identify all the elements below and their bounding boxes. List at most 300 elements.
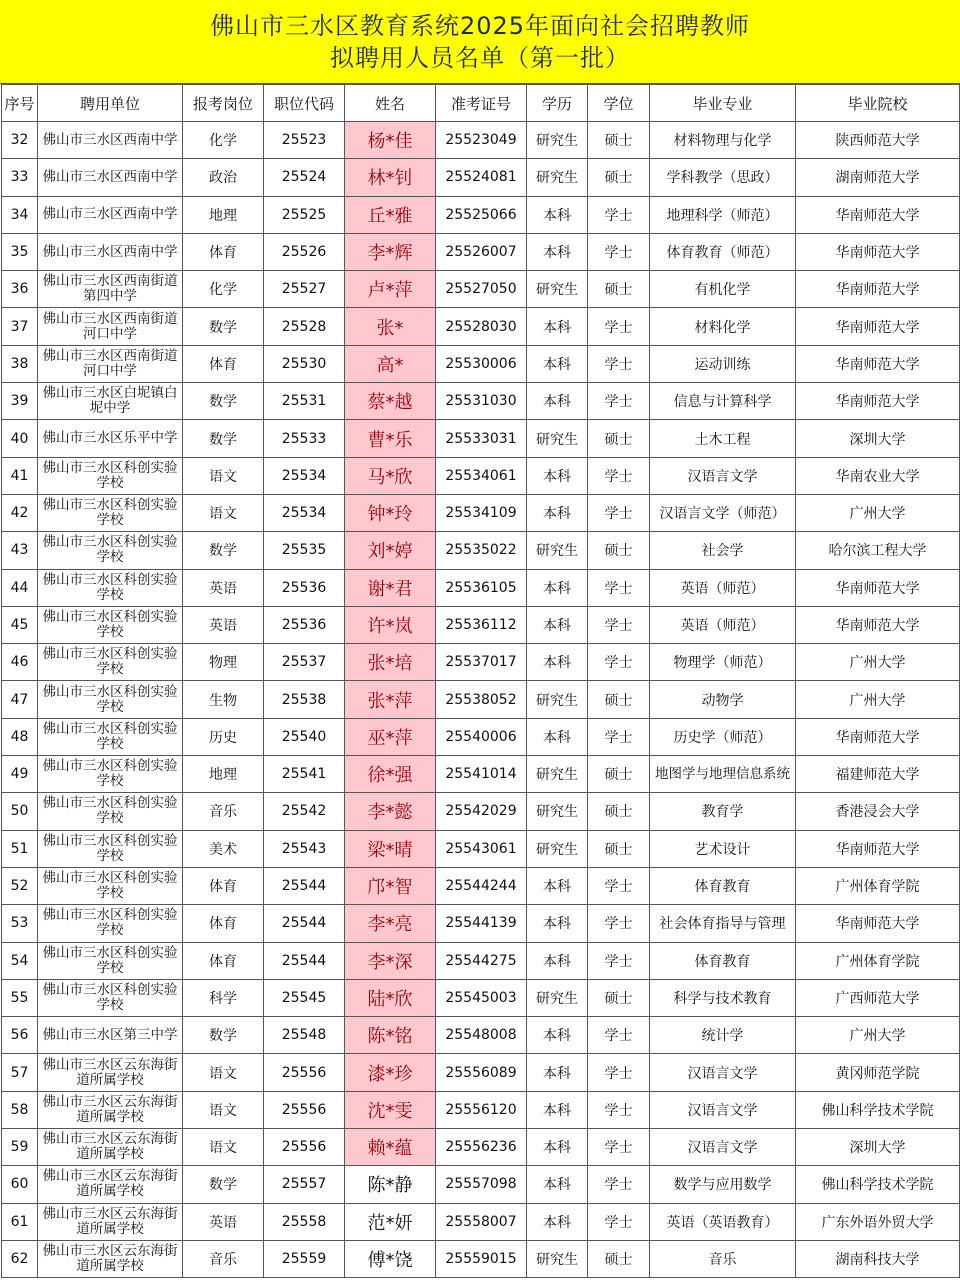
graduate-school: 哈尔滨工程大学 xyxy=(796,532,960,569)
row-number: 48 xyxy=(2,718,38,755)
position-code: 25536 xyxy=(264,606,345,643)
major: 社会学 xyxy=(650,532,796,569)
candidate-name: 李*辉 xyxy=(345,233,436,270)
row-number: 57 xyxy=(2,1054,38,1091)
position-code: 25544 xyxy=(264,867,345,904)
position-code: 25543 xyxy=(264,830,345,867)
employer-unit: 佛山市三水区科创实验学校 xyxy=(38,867,183,904)
column-header: 聘用单位 xyxy=(38,85,183,122)
degree: 学士 xyxy=(588,1091,650,1128)
major: 英语（英语教育） xyxy=(650,1203,796,1240)
exam-number: 25544275 xyxy=(436,942,527,979)
graduate-school: 广东外语外贸大学 xyxy=(796,1203,960,1240)
title-line-1: 佛山市三水区教育系统2025年面向社会招聘教师 xyxy=(209,11,751,40)
post: 政治 xyxy=(183,159,264,196)
table-row xyxy=(2,1240,960,1277)
post: 音乐 xyxy=(183,1240,264,1277)
degree: 学士 xyxy=(588,606,650,643)
table-row xyxy=(2,718,960,755)
degree: 学士 xyxy=(588,233,650,270)
position-code: 25527 xyxy=(264,271,345,308)
major: 历史学（师范） xyxy=(650,718,796,755)
degree: 学士 xyxy=(588,718,650,755)
exam-number: 25557098 xyxy=(436,1166,527,1203)
column-header: 序号 xyxy=(2,85,38,122)
exam-number: 25528030 xyxy=(436,308,527,345)
degree: 硕士 xyxy=(588,159,650,196)
graduate-school: 华南师范大学 xyxy=(796,271,960,308)
graduate-school: 佛山科学技术学院 xyxy=(796,1091,960,1128)
exam-number: 25536112 xyxy=(436,606,527,643)
candidate-name: 陆*欣 xyxy=(345,979,436,1016)
post: 语文 xyxy=(183,1091,264,1128)
education: 本科 xyxy=(527,345,588,382)
exam-number: 25559015 xyxy=(436,1240,527,1277)
graduate-school: 华南师范大学 xyxy=(796,383,960,420)
education: 研究生 xyxy=(527,532,588,569)
row-number: 50 xyxy=(2,793,38,830)
candidate-name: 邝*智 xyxy=(345,867,436,904)
employer-unit: 佛山市三水区云东海街道所属学校 xyxy=(38,1166,183,1203)
row-number: 35 xyxy=(2,233,38,270)
position-code: 25542 xyxy=(264,793,345,830)
position-code: 25531 xyxy=(264,383,345,420)
table-row xyxy=(2,345,960,382)
exam-number: 25531030 xyxy=(436,383,527,420)
table-row xyxy=(2,159,960,196)
exam-number: 25526007 xyxy=(436,233,527,270)
employer-unit: 佛山市三水区云东海街道所属学校 xyxy=(38,1240,183,1277)
row-number: 40 xyxy=(2,420,38,457)
major: 材料物理与化学 xyxy=(650,122,796,159)
employer-unit: 佛山市三水区第三中学 xyxy=(38,1017,183,1054)
graduate-school: 华南师范大学 xyxy=(796,569,960,606)
post: 物理 xyxy=(183,644,264,681)
column-header: 学历 xyxy=(527,85,588,122)
table-row xyxy=(2,383,960,420)
row-number: 32 xyxy=(2,122,38,159)
row-number: 39 xyxy=(2,383,38,420)
major: 信息与计算科学 xyxy=(650,383,796,420)
candidate-name: 范*妍 xyxy=(345,1203,436,1240)
education: 本科 xyxy=(527,905,588,942)
post: 体育 xyxy=(183,233,264,270)
degree: 学士 xyxy=(588,1166,650,1203)
table-row xyxy=(2,494,960,531)
post: 体育 xyxy=(183,345,264,382)
employer-unit: 佛山市三水区科创实验学校 xyxy=(38,830,183,867)
row-number: 54 xyxy=(2,942,38,979)
post: 语文 xyxy=(183,457,264,494)
table-row xyxy=(2,756,960,793)
position-code: 25556 xyxy=(264,1129,345,1166)
employer-unit: 佛山市三水区科创实验学校 xyxy=(38,793,183,830)
table-row xyxy=(2,233,960,270)
major: 汉语言文学 xyxy=(650,1091,796,1128)
exam-number: 25535022 xyxy=(436,532,527,569)
position-code: 25533 xyxy=(264,420,345,457)
employer-unit: 佛山市三水区科创实验学校 xyxy=(38,494,183,531)
graduate-school: 香港浸会大学 xyxy=(796,793,960,830)
position-code: 25537 xyxy=(264,644,345,681)
education: 本科 xyxy=(527,867,588,904)
employer-unit: 佛山市三水区云东海街道所属学校 xyxy=(38,1091,183,1128)
education: 本科 xyxy=(527,308,588,345)
education: 研究生 xyxy=(527,830,588,867)
candidate-name: 梁*晴 xyxy=(345,830,436,867)
row-number: 43 xyxy=(2,532,38,569)
degree: 硕士 xyxy=(588,756,650,793)
major: 有机化学 xyxy=(650,271,796,308)
candidate-name: 巫*萍 xyxy=(345,718,436,755)
table-row xyxy=(2,1054,960,1091)
education: 本科 xyxy=(527,494,588,531)
post: 历史 xyxy=(183,718,264,755)
column-header: 毕业院校 xyxy=(796,85,960,122)
table-row xyxy=(2,420,960,457)
exam-number: 25540006 xyxy=(436,718,527,755)
table-row xyxy=(2,1203,960,1240)
employer-unit: 佛山市三水区科创实验学校 xyxy=(38,718,183,755)
row-number: 55 xyxy=(2,979,38,1016)
degree: 学士 xyxy=(588,196,650,233)
employer-unit: 佛山市三水区西南街道第四中学 xyxy=(38,271,183,308)
candidate-name: 高* xyxy=(345,345,436,382)
major: 物理学（师范） xyxy=(650,644,796,681)
post: 体育 xyxy=(183,942,264,979)
exam-number: 25556089 xyxy=(436,1054,527,1091)
employer-unit: 佛山市三水区云东海街道所属学校 xyxy=(38,1129,183,1166)
major: 体育教育 xyxy=(650,942,796,979)
major: 英语（师范） xyxy=(650,606,796,643)
position-code: 25534 xyxy=(264,494,345,531)
degree: 硕士 xyxy=(588,532,650,569)
graduate-school: 广州大学 xyxy=(796,644,960,681)
major: 地理科学（师范） xyxy=(650,196,796,233)
candidate-name: 曹*乐 xyxy=(345,420,436,457)
education: 本科 xyxy=(527,1203,588,1240)
candidate-name: 蔡*越 xyxy=(345,383,436,420)
degree: 学士 xyxy=(588,942,650,979)
row-number: 44 xyxy=(2,569,38,606)
row-number: 46 xyxy=(2,644,38,681)
education: 研究生 xyxy=(527,756,588,793)
degree: 学士 xyxy=(588,1054,650,1091)
position-code: 25545 xyxy=(264,979,345,1016)
table-row xyxy=(2,681,960,718)
row-number: 56 xyxy=(2,1017,38,1054)
row-number: 37 xyxy=(2,308,38,345)
table-row xyxy=(2,196,960,233)
candidate-name: 钟*玲 xyxy=(345,494,436,531)
exam-number: 25527050 xyxy=(436,271,527,308)
education: 本科 xyxy=(527,1129,588,1166)
position-code: 25530 xyxy=(264,345,345,382)
row-number: 38 xyxy=(2,345,38,382)
graduate-school: 华南师范大学 xyxy=(796,718,960,755)
major: 艺术设计 xyxy=(650,830,796,867)
graduate-school: 广州大学 xyxy=(796,494,960,531)
row-number: 34 xyxy=(2,196,38,233)
row-number: 41 xyxy=(2,457,38,494)
major: 统计学 xyxy=(650,1017,796,1054)
exam-number: 25536105 xyxy=(436,569,527,606)
exam-number: 25538052 xyxy=(436,681,527,718)
education: 本科 xyxy=(527,569,588,606)
column-header: 准考证号 xyxy=(436,85,527,122)
employer-unit: 佛山市三水区科创实验学校 xyxy=(38,569,183,606)
candidate-name: 陈*静 xyxy=(345,1166,436,1203)
major: 英语（师范） xyxy=(650,569,796,606)
row-number: 42 xyxy=(2,494,38,531)
degree: 学士 xyxy=(588,457,650,494)
table-row xyxy=(2,457,960,494)
exam-number: 25556236 xyxy=(436,1129,527,1166)
row-number: 49 xyxy=(2,756,38,793)
graduate-school: 华南师范大学 xyxy=(796,233,960,270)
candidate-name: 张*萍 xyxy=(345,681,436,718)
candidate-name: 沈*雯 xyxy=(345,1091,436,1128)
major: 教育学 xyxy=(650,793,796,830)
row-number: 62 xyxy=(2,1240,38,1277)
position-code: 25541 xyxy=(264,756,345,793)
major: 材料化学 xyxy=(650,308,796,345)
employer-unit: 佛山市三水区乐平中学 xyxy=(38,420,183,457)
row-number: 53 xyxy=(2,905,38,942)
column-header: 姓名 xyxy=(345,85,436,122)
table-row xyxy=(2,1129,960,1166)
graduate-school: 广州大学 xyxy=(796,681,960,718)
employer-unit: 佛山市三水区科创实验学校 xyxy=(38,532,183,569)
degree: 学士 xyxy=(588,383,650,420)
exam-number: 25537017 xyxy=(436,644,527,681)
degree: 硕士 xyxy=(588,420,650,457)
education: 本科 xyxy=(527,1017,588,1054)
position-code: 25535 xyxy=(264,532,345,569)
row-number: 59 xyxy=(2,1129,38,1166)
row-number: 36 xyxy=(2,271,38,308)
degree: 学士 xyxy=(588,345,650,382)
graduate-school: 华南师范大学 xyxy=(796,606,960,643)
table-row xyxy=(2,606,960,643)
column-header: 职位代码 xyxy=(264,85,345,122)
education: 本科 xyxy=(527,644,588,681)
graduate-school: 华南师范大学 xyxy=(796,345,960,382)
graduate-school: 深圳大学 xyxy=(796,420,960,457)
table-row xyxy=(2,122,960,159)
position-code: 25536 xyxy=(264,569,345,606)
table-row xyxy=(2,1166,960,1203)
post: 化学 xyxy=(183,271,264,308)
employer-unit: 佛山市三水区西南街道河口中学 xyxy=(38,308,183,345)
candidate-name: 李*深 xyxy=(345,942,436,979)
major: 数学与应用数学 xyxy=(650,1166,796,1203)
exam-number: 25534061 xyxy=(436,457,527,494)
candidate-name: 刘*婷 xyxy=(345,532,436,569)
exam-number: 25525066 xyxy=(436,196,527,233)
exam-number: 25558007 xyxy=(436,1203,527,1240)
position-code: 25534 xyxy=(264,457,345,494)
employer-unit: 佛山市三水区科创实验学校 xyxy=(38,905,183,942)
post: 生物 xyxy=(183,681,264,718)
employee-table xyxy=(1,84,960,1278)
candidate-name: 陈*铭 xyxy=(345,1017,436,1054)
graduate-school: 佛山科学技术学院 xyxy=(796,1166,960,1203)
post: 语文 xyxy=(183,1129,264,1166)
employer-unit: 佛山市三水区白坭镇白坭中学 xyxy=(38,383,183,420)
employer-unit: 佛山市三水区科创实验学校 xyxy=(38,756,183,793)
major: 汉语言文学 xyxy=(650,1054,796,1091)
graduate-school: 湖南师范大学 xyxy=(796,159,960,196)
exam-number: 25544244 xyxy=(436,867,527,904)
graduate-school: 华南师范大学 xyxy=(796,830,960,867)
employer-unit: 佛山市三水区科创实验学校 xyxy=(38,457,183,494)
candidate-name: 卢*萍 xyxy=(345,271,436,308)
exam-number: 25523049 xyxy=(436,122,527,159)
employer-unit: 佛山市三水区云东海街道所属学校 xyxy=(38,1054,183,1091)
table-row xyxy=(2,793,960,830)
position-code: 25557 xyxy=(264,1166,345,1203)
candidate-name: 林*钊 xyxy=(345,159,436,196)
title-band xyxy=(0,0,960,84)
degree: 学士 xyxy=(588,494,650,531)
graduate-school: 广州体育学院 xyxy=(796,867,960,904)
graduate-school: 广州体育学院 xyxy=(796,942,960,979)
position-code: 25544 xyxy=(264,942,345,979)
degree: 硕士 xyxy=(588,793,650,830)
candidate-name: 丘*雅 xyxy=(345,196,436,233)
education: 本科 xyxy=(527,942,588,979)
graduate-school: 湖南科技大学 xyxy=(796,1240,960,1277)
major: 汉语言文学 xyxy=(650,457,796,494)
education: 本科 xyxy=(527,383,588,420)
graduate-school: 华南师范大学 xyxy=(796,905,960,942)
degree: 学士 xyxy=(588,1203,650,1240)
post: 地理 xyxy=(183,756,264,793)
table-row xyxy=(2,644,960,681)
graduate-school: 广西师范大学 xyxy=(796,979,960,1016)
candidate-name: 杨*佳 xyxy=(345,122,436,159)
post: 语文 xyxy=(183,1054,264,1091)
table-row xyxy=(2,569,960,606)
exam-number: 25530006 xyxy=(436,345,527,382)
degree: 硕士 xyxy=(588,271,650,308)
major: 社会体育指导与管理 xyxy=(650,905,796,942)
position-code: 25538 xyxy=(264,681,345,718)
exam-number: 25548008 xyxy=(436,1017,527,1054)
employer-unit: 佛山市三水区西南中学 xyxy=(38,159,183,196)
degree: 硕士 xyxy=(588,122,650,159)
post: 英语 xyxy=(183,1203,264,1240)
education: 研究生 xyxy=(527,681,588,718)
post: 地理 xyxy=(183,196,264,233)
major: 体育教育（师范） xyxy=(650,233,796,270)
exam-number: 25544139 xyxy=(436,905,527,942)
row-number: 33 xyxy=(2,159,38,196)
table-body xyxy=(2,122,960,1278)
education: 本科 xyxy=(527,457,588,494)
candidate-name: 张*培 xyxy=(345,644,436,681)
post: 英语 xyxy=(183,606,264,643)
table-row xyxy=(2,979,960,1016)
candidate-name: 李*亮 xyxy=(345,905,436,942)
position-code: 25523 xyxy=(264,122,345,159)
table-row xyxy=(2,532,960,569)
education: 本科 xyxy=(527,1054,588,1091)
position-code: 25556 xyxy=(264,1091,345,1128)
exam-number: 25534109 xyxy=(436,494,527,531)
post: 语文 xyxy=(183,494,264,531)
candidate-name: 张* xyxy=(345,308,436,345)
education: 研究生 xyxy=(527,420,588,457)
candidate-name: 马*欣 xyxy=(345,457,436,494)
post: 数学 xyxy=(183,383,264,420)
employer-unit: 佛山市三水区科创实验学校 xyxy=(38,644,183,681)
row-number: 45 xyxy=(2,606,38,643)
major: 运动训练 xyxy=(650,345,796,382)
graduate-school: 华南师范大学 xyxy=(796,308,960,345)
post: 化学 xyxy=(183,122,264,159)
post: 数学 xyxy=(183,308,264,345)
education: 本科 xyxy=(527,233,588,270)
table-row xyxy=(2,308,960,345)
row-number: 52 xyxy=(2,867,38,904)
candidate-name: 赖*蕴 xyxy=(345,1129,436,1166)
degree: 学士 xyxy=(588,905,650,942)
table-row xyxy=(2,942,960,979)
post: 数学 xyxy=(183,1017,264,1054)
graduate-school: 福建师范大学 xyxy=(796,756,960,793)
degree: 硕士 xyxy=(588,979,650,1016)
major: 土木工程 xyxy=(650,420,796,457)
graduate-school: 广州大学 xyxy=(796,1017,960,1054)
position-code: 25558 xyxy=(264,1203,345,1240)
major: 汉语言文学（师范） xyxy=(650,494,796,531)
table-row xyxy=(2,830,960,867)
table-row xyxy=(2,271,960,308)
candidate-name: 徐*强 xyxy=(345,756,436,793)
degree: 学士 xyxy=(588,308,650,345)
post: 数学 xyxy=(183,420,264,457)
exam-number: 25533031 xyxy=(436,420,527,457)
education: 本科 xyxy=(527,606,588,643)
major: 科学与技术教育 xyxy=(650,979,796,1016)
candidate-name: 谢*君 xyxy=(345,569,436,606)
row-number: 51 xyxy=(2,830,38,867)
position-code: 25524 xyxy=(264,159,345,196)
major: 汉语言文学 xyxy=(650,1129,796,1166)
employer-unit: 佛山市三水区科创实验学校 xyxy=(38,979,183,1016)
degree: 学士 xyxy=(588,1017,650,1054)
exam-number: 25556120 xyxy=(436,1091,527,1128)
education: 本科 xyxy=(527,1091,588,1128)
employer-unit: 佛山市三水区西南中学 xyxy=(38,233,183,270)
row-number: 61 xyxy=(2,1203,38,1240)
row-number: 58 xyxy=(2,1091,38,1128)
column-header: 学位 xyxy=(588,85,650,122)
degree: 学士 xyxy=(588,1129,650,1166)
education: 本科 xyxy=(527,718,588,755)
education: 本科 xyxy=(527,1166,588,1203)
position-code: 25526 xyxy=(264,233,345,270)
major: 学科教学（思政） xyxy=(650,159,796,196)
title-line-2: 拟聘用人员名单（第一批） xyxy=(330,43,630,72)
degree: 硕士 xyxy=(588,1240,650,1277)
post: 数学 xyxy=(183,532,264,569)
education: 研究生 xyxy=(527,1240,588,1277)
major: 地图学与地理信息系统 xyxy=(650,756,796,793)
post: 英语 xyxy=(183,569,264,606)
